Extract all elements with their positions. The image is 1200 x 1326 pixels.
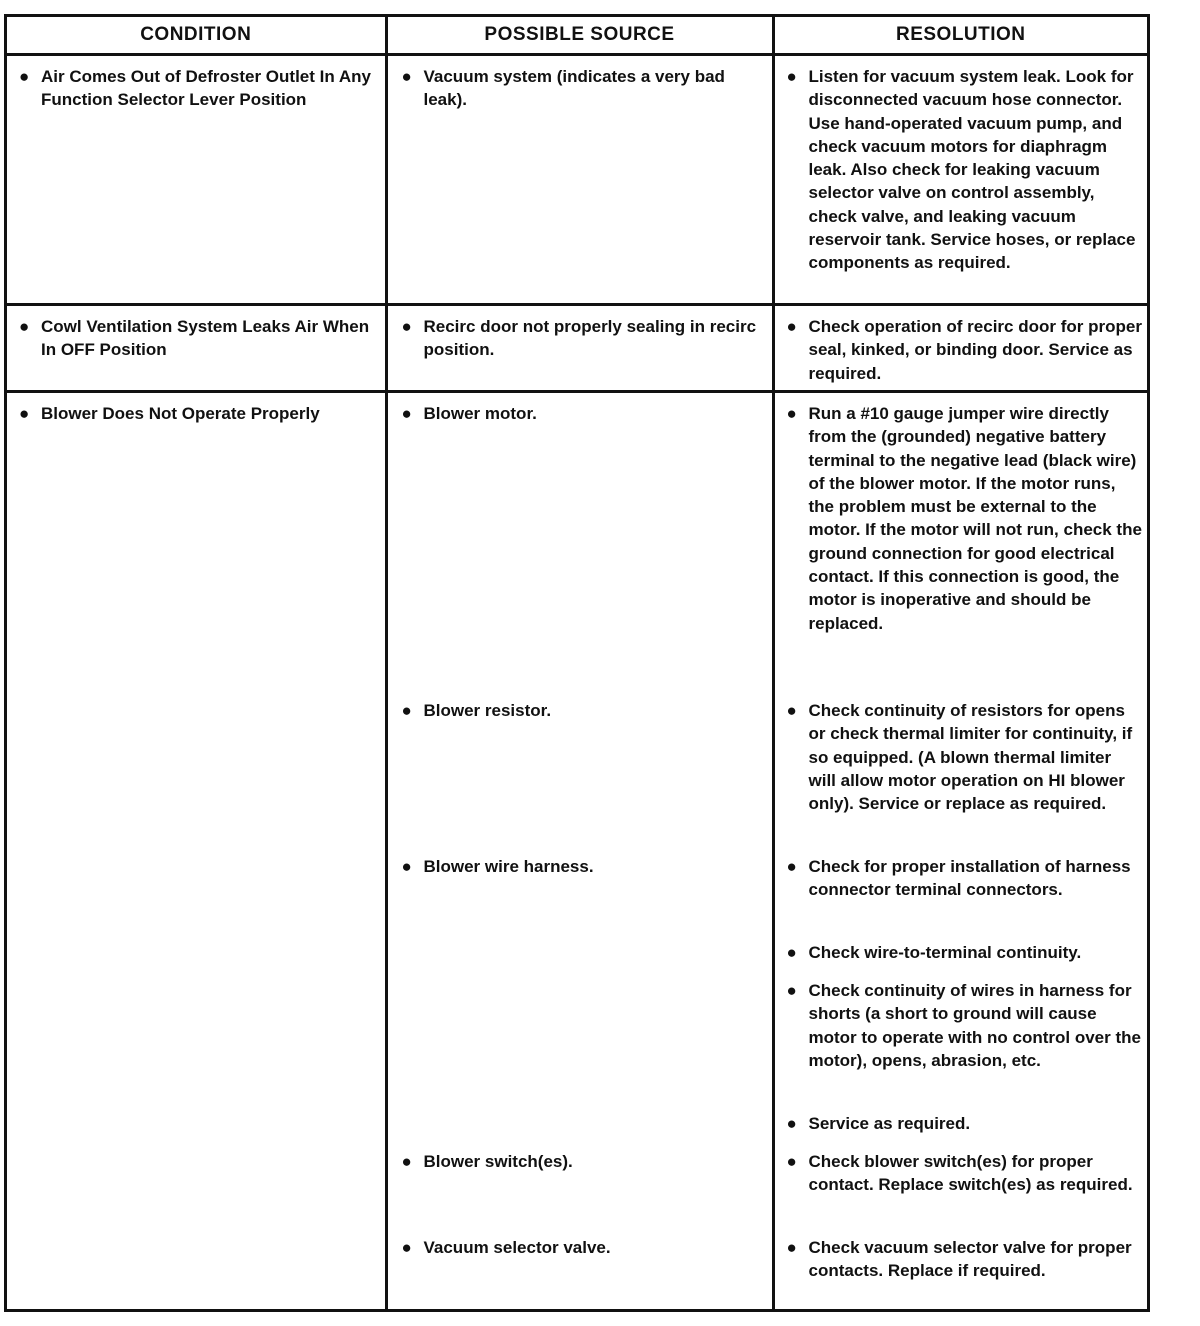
- resolution-cell: [773, 392, 1147, 1310]
- resolution-entry: [775, 402, 1148, 635]
- resolution-entry: [775, 1112, 1148, 1135]
- resolution-cell: [773, 305, 1147, 392]
- bullet-icon: ●: [786, 1152, 797, 1171]
- resolution-entry: [775, 855, 1148, 902]
- resolution-entry: [775, 306, 1148, 385]
- table-row: [7, 305, 1147, 392]
- table-row: [7, 392, 1147, 1310]
- bullet-icon: ●: [19, 317, 30, 336]
- resolution-text: Check continuity of wires in harness for shorts (a short to ground will cause motor to operate with no control over the motor), opens, abrasion, etc.: [808, 981, 1141, 1070]
- bullet-icon: ●: [786, 981, 797, 1000]
- table-row: [7, 55, 1147, 305]
- source-text: Recirc door not properly sealing in recirc position.: [423, 317, 757, 360]
- source-cell: [386, 305, 773, 392]
- condition-entry: [7, 56, 385, 112]
- source-text: Vacuum system (indicates a very bad leak).: [423, 67, 725, 110]
- condition-entry: [7, 306, 385, 362]
- resolution-entry: [775, 941, 1148, 964]
- source-text: Blower wire harness.: [423, 857, 594, 876]
- resolution-text: Check wire-to-terminal continuity.: [808, 943, 1082, 962]
- resolution-text: Check continuity of resistors for opens or check thermal limiter for continuity, if so equipped. (A blown thermal limiter will allow motor operation on HI blower only). Service or replace as required.: [808, 701, 1133, 814]
- source-entry: [388, 855, 772, 878]
- resolution-list: [775, 393, 1148, 1309]
- header-row: [7, 17, 1147, 55]
- source-entry: [388, 1150, 772, 1173]
- source-entry: [388, 306, 772, 362]
- source-cell: [386, 55, 773, 305]
- resolution-entry: [775, 1236, 1148, 1283]
- bullet-icon: ●: [786, 1238, 797, 1257]
- resolution-cell: [773, 55, 1147, 305]
- bullet-icon: ●: [401, 1152, 412, 1171]
- source-text: Vacuum selector valve.: [423, 1238, 611, 1257]
- resolution-text: Check operation of recirc door for proper seal, kinked, or binding door. Service as required.: [808, 317, 1142, 383]
- header-possible-source: POSSIBLE SOURCE: [386, 17, 773, 55]
- bullet-icon: ●: [401, 1238, 412, 1257]
- troubleshooting-chart: [4, 14, 1150, 1312]
- bullet-icon: ●: [786, 67, 797, 86]
- bullet-icon: ●: [401, 67, 412, 86]
- condition-cell: [7, 305, 386, 392]
- bullet-icon: ●: [786, 317, 797, 336]
- resolution-entry: [775, 56, 1148, 275]
- bullet-icon: ●: [786, 701, 797, 720]
- condition-text: Air Comes Out of Defroster Outlet In Any Function Selector Lever Position: [41, 67, 371, 110]
- condition-cell: [7, 55, 386, 305]
- source-entry: [388, 1236, 772, 1259]
- resolution-text: Run a #10 gauge jumper wire directly from the (grounded) negative battery terminal to the negative lead (black wire) of the blower motor. If the motor runs, the problem must be external to the motor. If the motor will not run, check the ground connection for good electrical contact. If this connection is good, the motor is inoperative and should be replaced.: [808, 404, 1142, 633]
- condition-text: Cowl Ventilation System Leaks Air When In OFF Position: [41, 317, 370, 360]
- header-condition: CONDITION: [7, 17, 386, 55]
- bullet-icon: ●: [401, 404, 412, 423]
- bullet-icon: ●: [19, 404, 30, 423]
- bullet-icon: ●: [401, 317, 412, 336]
- source-list: [388, 393, 772, 1309]
- source-text: Blower switch(es).: [423, 1152, 573, 1171]
- bullet-icon: ●: [786, 1114, 797, 1133]
- source-entry: [388, 402, 772, 425]
- resolution-entry: [775, 979, 1148, 1072]
- bullet-icon: ●: [786, 857, 797, 876]
- source-entry: [388, 56, 772, 112]
- resolution-text: Check for proper installation of harness connector terminal connectors.: [808, 857, 1131, 900]
- bullet-icon: ●: [786, 943, 797, 962]
- source-text: Blower resistor.: [423, 701, 552, 720]
- source-entry: [388, 699, 772, 722]
- resolution-text: Listen for vacuum system leak. Look for disconnected vacuum hose connector. Use hand-operated vacuum pump, and check vacuum motors for diaphragm leak. Also check for leaking vacuum selector valve on control assembly, check valve, and leaking vacuum reservoir tank. Service hoses, or replace components as required.: [808, 67, 1136, 273]
- header-resolution: RESOLUTION: [773, 17, 1147, 55]
- bullet-icon: ●: [401, 857, 412, 876]
- source-cell: [386, 392, 773, 1310]
- source-text: Blower motor.: [423, 404, 537, 423]
- bullet-icon: ●: [401, 701, 412, 720]
- condition-cell: [7, 392, 386, 1310]
- bullet-icon: ●: [19, 67, 30, 86]
- condition-text: Blower Does Not Operate Properly: [41, 404, 320, 423]
- resolution-entry: [775, 699, 1148, 815]
- resolution-text: Check blower switch(es) for proper contact. Replace switch(es) as required.: [808, 1152, 1133, 1195]
- bullet-icon: ●: [786, 404, 797, 423]
- resolution-text: Check vacuum selector valve for proper contacts. Replace if required.: [808, 1238, 1132, 1281]
- condition-entry: [7, 393, 385, 425]
- resolution-entry: [775, 1150, 1148, 1197]
- diagnosis-table: [7, 17, 1147, 1309]
- resolution-text: Service as required.: [808, 1114, 971, 1133]
